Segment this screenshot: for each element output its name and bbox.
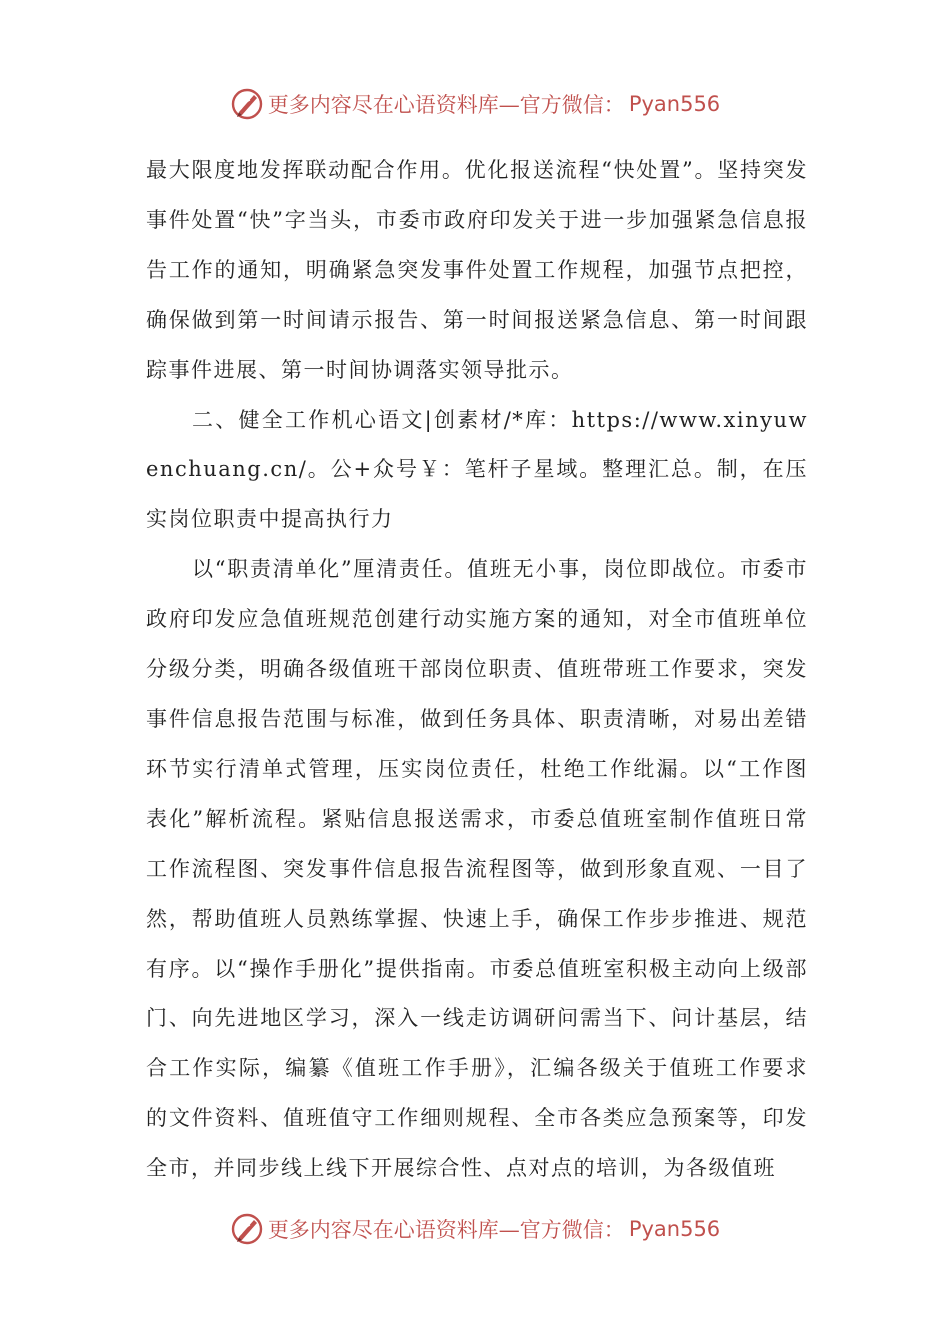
paragraph: 以“职责清单化”厘清责任。值班无小事，岗位即战位。市委市政府印发应急值班规范创建行动实施方案的通知，对全市值班单位分级分类，明确各级值班干部岗位职责、值班带班工作要求，突发事件信息报告范围与标准，做到任务具体、职责清晰，对易出差错环节实行清单式管理，压实岗位责任，杜绝工作纰漏。以“工作图表化”解析流程。紧贴信息报送需求，市委总值班室制作值班日常工作流程图、突发事件信息报告流程图等，做到形象直观、一目了然，帮助值班人员熟练掌握、快速上手，确保工作步步推进、规范有序。以“操作手册化”提供指南。市委总值班室积极主动向上级部门、向先进地区学习，深入一线走访调研问需当下、问计基层，结合工作实际，编纂《值班工作手册》，汇编各级关于值班工作要求的文件资料、值班值守工作细则规程、全市各类应急预案等，印发全市，并同步线上线下开展综合性、点对点的培训，为各级值班 [146,557,808,1181]
pen-logo-icon [230,87,264,121]
wechat-id: Pyan556 [628,92,721,116]
banner-text: 更多内容尽在心语资料库—官方微信： [267,1218,625,1242]
wechat-id: Pyan556 [628,1217,721,1241]
banner-text: 更多内容尽在心语资料库—官方微信： [267,93,625,117]
pen-logo-icon [230,1212,264,1246]
paragraph: 二、健全工作机心语文|创素材/*库：https://www.xinyuwenchuang.cn/。公+众号￥：笔杆子星域。整理汇总。制，在压实岗位职责中提高执行力 [146,407,808,532]
header-banner [0,84,950,124]
document-body [146,146,808,1194]
footer-banner [0,1209,950,1249]
paragraph: 最大限度地发挥联动配合作用。优化报送流程“快处置”。坚持突发事件处置“快”字当头，市委市政府印发关于进一步加强紧急信息报告工作的通知，明确紧急突发事件处置工作规程，加强节点把控，确保做到第一时间请示报告、第一时间报送紧急信息、第一时间跟踪事件进展、第一时间协调落实领导批示。 [146,158,808,382]
